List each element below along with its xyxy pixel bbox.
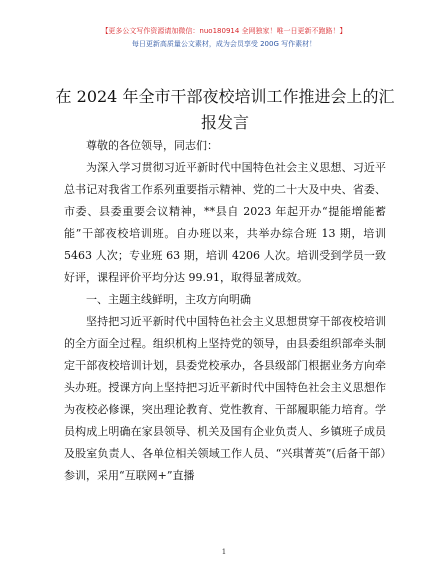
salutation: 尊敬的各位领导，同志们： bbox=[86, 139, 218, 152]
paragraph-intro: 为深入学习贯彻习近平新时代中国特色社会主义思想、习近平总书记对我省工作系列重要指示精神、党的二十大及中央、省委、市委、县委重要会议精神，**县自 2023 年起开办“提能增能蓄能”干部夜校培训班。自办班以来，共举办综合班 13 期，培训 5463 人次；专业班 63 期，培训 4206 人次。培训受到学员一致好评，课程评价平均分达 99.91，取得显著成效。 bbox=[64, 161, 386, 284]
page-number: 1 bbox=[221, 548, 227, 556]
document-body bbox=[64, 135, 386, 487]
promo-banner-wechat: 【更多公文写作资源请加微信：nuo180914 全网独家！唯一日更新不跑路！】 bbox=[101, 27, 347, 35]
promo-banner-membership: 每日更新高质量公文素材，成为会员享受 200G 写作素材！ bbox=[131, 40, 317, 48]
paragraph-section-1: 坚持把习近平新时代中国特色社会主义思想贯穿干部夜校培训的全方面全过程。组织机构上坚持党的领导，由县委组织部牵头制定干部夜校培训计划，县委党校承办，各县级部门根据业务方向牵头办班。授课方向上坚持把习近平新时代中国特色社会主义思想作为夜校必修课，突出理论教育、党性教育、干部履职能力培育。学员构成上明确在家县领导、机关及国有企业负责人、乡镇班子成员及股室负责人、各单位相关领域工作人员、“兴琪菁英”(后备干部）参训，采用“互联网+”直播 bbox=[64, 315, 386, 482]
document-title: 在 2024 年全市干部夜校培训工作推进会上的汇报发言 bbox=[55, 87, 395, 132]
section-heading-1: 一、主题主线鲜明，主攻方向明确 bbox=[86, 293, 251, 306]
